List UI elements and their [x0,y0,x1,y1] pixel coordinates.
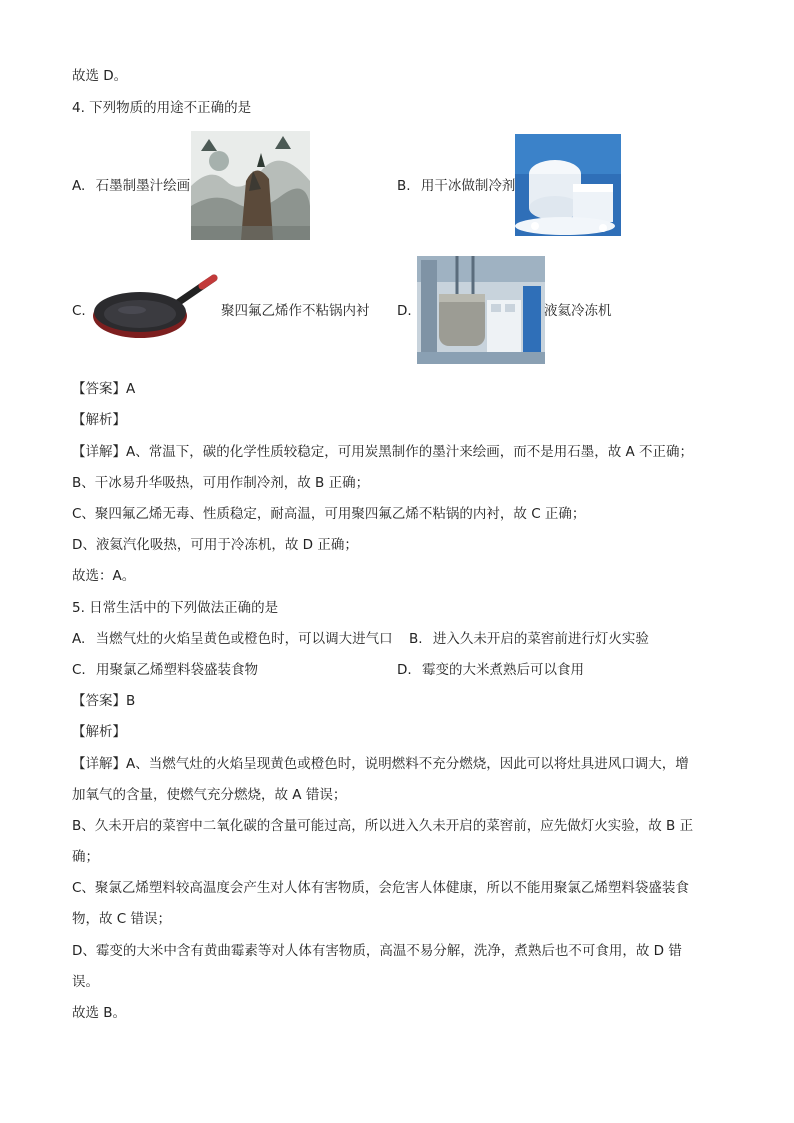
dry-ice-image [515,134,621,236]
q5-option-d [397,660,584,680]
q4-option-c-letter: C. [72,303,86,319]
q5-option-a-letter: A. [72,631,86,647]
q5-option-c-letter: C. [72,662,86,678]
q4-option-d-letter: D. [397,303,412,319]
q5-analysis-heading: 【解析】 [72,724,126,740]
q4-option-a-letter: A. [72,178,86,194]
question-4-stem: 4. 下列物质的用途不正确的是 [72,100,252,116]
q4-analysis-heading: 【解析】 [72,412,126,428]
q4-option-a-text: 石墨制墨汁绘画 [95,178,191,194]
q5-conclusion: 故选 B。 [72,1005,127,1021]
q5-analysis-line: 误。 [72,974,99,990]
q4-option-b-text: 用干冰做制冷剂 [420,178,516,194]
previous-conclusion: 故选 D。 [72,68,128,84]
q5-option-d-text: 霉变的大米煮熟后可以食用 [421,662,584,678]
q4-option-b-letter: B. [397,178,411,194]
q5-option-a-text: 当燃气灶的火焰呈黄色或橙色时，可以调大进气口 [95,631,393,647]
ink-landscape-painting-image [191,131,310,240]
q5-option-b [409,629,649,649]
q5-analysis-line: 确； [72,849,99,865]
q4-option-b [397,176,515,196]
non-stick-pan-image [90,264,222,356]
q5-option-b-letter: B. [409,631,423,647]
q5-option-d-letter: D. [397,662,412,678]
q5-option-a [72,629,393,649]
q5-answer: 【答案】B [72,693,136,709]
q4-answer: 【答案】A [72,381,136,397]
helium-refrigerator-image [417,256,545,364]
q4-option-a [72,176,190,196]
q4-analysis-line: C、聚四氟乙烯无毒、性质稳定，耐高温，可用聚四氟乙烯不粘锅的内衬，故 C 正确； [72,506,586,522]
q4-analysis-line: D、液氦汽化吸热，可用于冷冻机，故 D 正确； [72,537,358,553]
q5-analysis-line: C、聚氯乙烯塑料较高温度会产生对人体有害物质，会危害人体健康，所以不能用聚氯乙烯塑料袋盛装食 [72,880,689,896]
q4-analysis-line: 【详解】A、常温下，碳的化学性质较稳定，可用炭黑制作的墨汁来绘画，而不是用石墨，故 A 不正确； [72,444,694,460]
q4-option-c-text: 聚四氟乙烯作不粘锅内衬 [221,303,370,319]
q5-option-c [72,660,258,680]
q5-option-c-text: 用聚氯乙烯塑料袋盛装食物 [96,662,259,678]
q5-analysis-line: 【详解】A、当燃气灶的火焰呈现黄色或橙色时，说明燃料不充分燃烧，因此可以将灶具进风口调大，增 [72,756,689,772]
q4-option-c-letter-wrap [72,301,86,321]
q5-option-b-text: 进入久未开启的菜窖前进行灯火实验 [432,631,649,647]
q5-analysis-line: D、霉变的大米中含有黄曲霉素等对人体有害物质，高温不易分解，洗净，煮熟后也不可食用，故 D 错 [72,943,682,959]
q4-option-d-letter-wrap [397,301,412,321]
q5-analysis-line: 加氧气的含量，使燃气充分燃烧，故 A 错误； [72,787,347,803]
q4-option-d-text: 液氦冷冻机 [544,303,612,319]
q5-analysis-line: 物，故 C 错误； [72,911,172,927]
question-5-stem: 5. 日常生活中的下列做法正确的是 [72,600,279,616]
q5-analysis-line: B、久未开启的菜窖中二氧化碳的含量可能过高，所以进入久未开启的菜窖前，应先做灯火实验，故 B 正 [72,818,694,834]
q4-analysis-line: B、干冰易升华吸热，可用作制冷剂，故 B 正确； [72,475,370,491]
q4-conclusion: 故选：A。 [72,568,136,584]
